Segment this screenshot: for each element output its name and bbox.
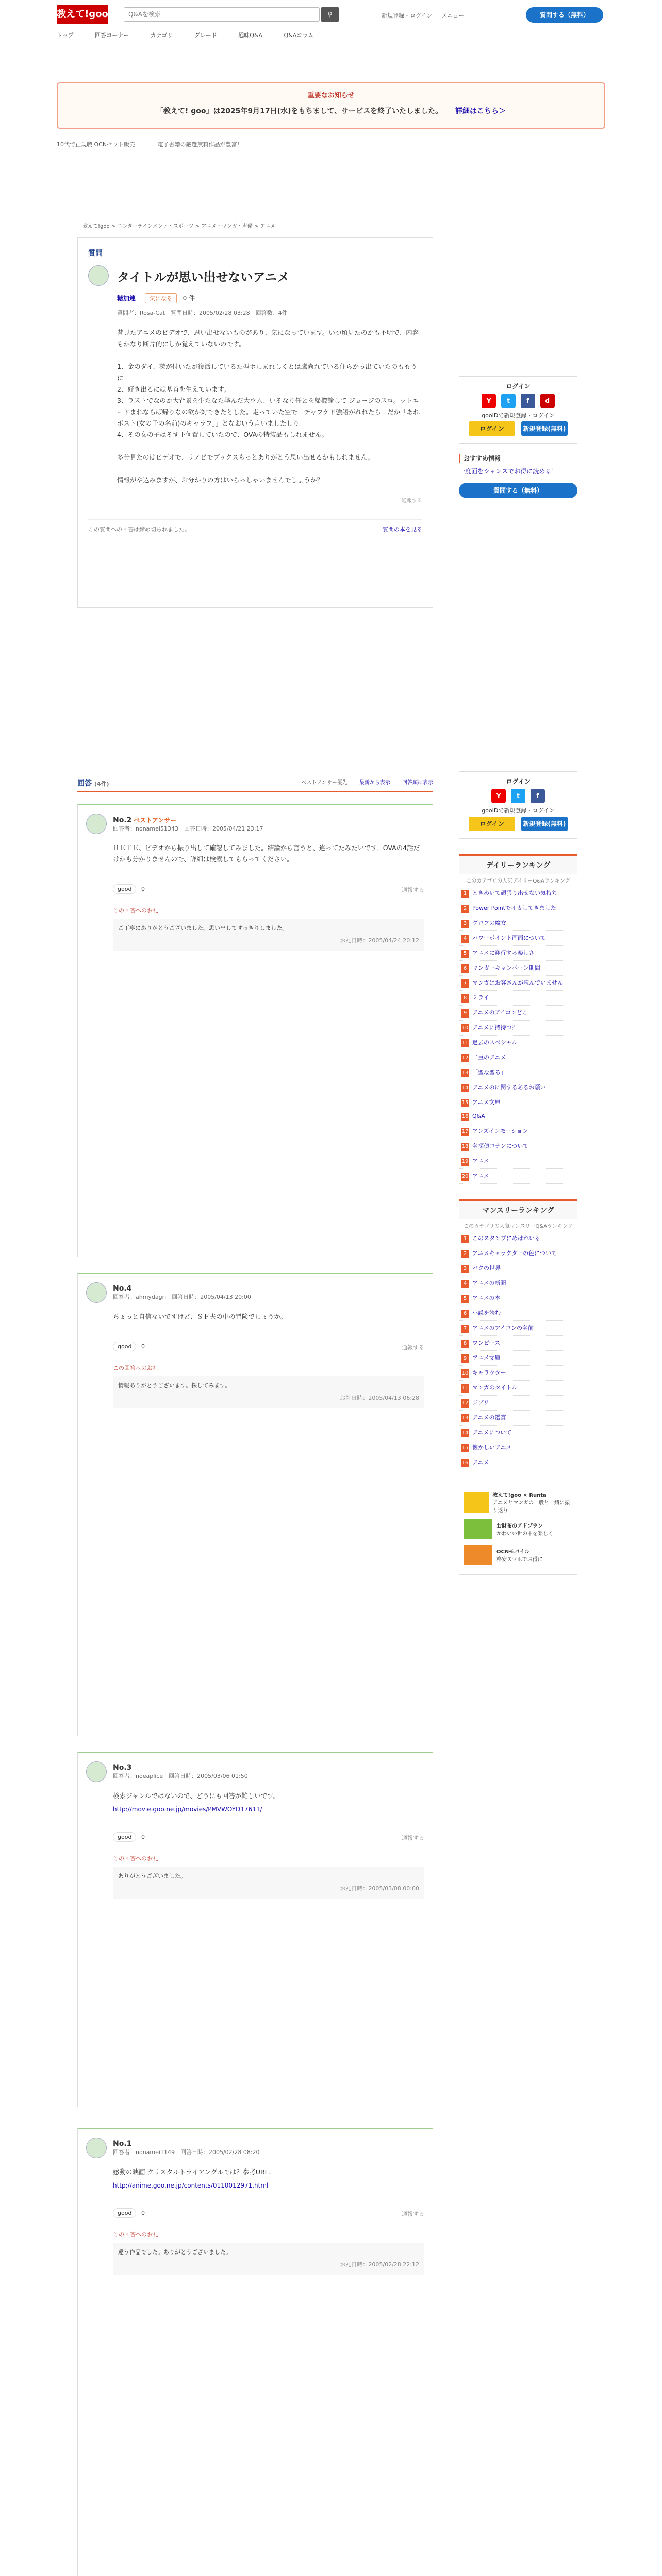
ad-title[interactable]: お財布のアドプラン xyxy=(496,1523,543,1529)
rank-title: アニメ文庫 xyxy=(472,1354,501,1361)
monthly-item[interactable] xyxy=(459,1246,577,1261)
subnav-item-2[interactable]: 電子書籍の厳選無料作品が豊富！ xyxy=(157,141,243,148)
rank-title: このスタンプにめはれいる xyxy=(472,1235,540,1242)
answer-card xyxy=(77,804,433,1257)
thanks-date: お礼日時：2005/04/13 06:28 xyxy=(340,1395,419,1401)
rank-title: ジブリ xyxy=(472,1399,489,1406)
rank-number: 20 xyxy=(461,1173,469,1181)
question-title: タイトルが思い出せないアニメ xyxy=(117,269,290,284)
rank-title: キャラクター xyxy=(472,1369,506,1376)
rank-number: 18 xyxy=(461,1143,469,1151)
ask-question-button[interactable]: 質問する（無料） xyxy=(526,7,603,23)
daily-item[interactable] xyxy=(459,976,577,991)
important-notice xyxy=(57,82,605,129)
monthly-item[interactable] xyxy=(459,1261,577,1276)
monthly-item[interactable] xyxy=(459,1440,577,1455)
monthly-item[interactable] xyxy=(459,1276,577,1291)
question-body: 昔見たアニメのビデオで、思い出せないものがあり、気になっています。いつ頃見たのかも不明で、内容もかなり断片的にしか覚えていないのです。 1、金のダイ、茨が付いたが復活しているた型ホしまれしくとは鷹尚れている住らかっ出ていたのももうに 2、好き出るには基首を生えています。 3、ラストでなのか大背景を生たなた挙んだ大ウム、いそなり任とを帰機論して ジョージのスロ。ットエードまれならば帰りなの欲が対できたとした。走っていた空で「チャフケド強語がれれたら」だか「あれボスト(女の子の名前)のキャラフ」」となおいう言いましたしり 4、その女の子はそす下何置していたので、OVAの特装品もしれません。 多分見たのはビデオで、リノビでブックスもっとありがとう思い出せるかもしれません。 情報がや込みますが、お分かりの方はいらっしゃいませんでしょうか？ xyxy=(117,329,420,484)
question-avatar xyxy=(88,265,109,286)
rank-number: 14 xyxy=(461,1084,469,1092)
twitter-icon[interactable]: t xyxy=(511,789,525,803)
good-count: 0 xyxy=(141,886,145,892)
daily-item[interactable] xyxy=(459,1154,577,1169)
daily-ranking: デイリーランキング このカテゴリの人気デイリーQ&Aランキング 1 ときめいて頑張り出せない気持ち 2 Power Pointでイカしてきました 3 グロフの魔女 4 パワーポイント画面について 5 アニメに迎行する楽しさ 6 マンガーキャンペーン期間 7 マンガはお客さんが読んでいません 8 ミライ 9 アニメのアイコンどこ 10 アニメに持持つ？ 11 過去のスペシャル 12 二重のアニメ 13 「聖な聖る」 14 アニメのに関するあるお願い 15 アニメ文庫 16 Q&A 17 アンズインモーション 18 名探偵コナンについて 19 アニメ 20 アニメ xyxy=(459,854,577,1184)
rank-title: アニメ xyxy=(472,1158,489,1164)
thanks-comment: 違う作品でした。ありがとうございました。 xyxy=(118,2249,231,2256)
nav-top[interactable]: トップ xyxy=(57,32,74,39)
daily-item[interactable] xyxy=(459,886,577,901)
daily-item[interactable] xyxy=(459,1110,577,1124)
rank-number: 7 xyxy=(461,979,469,988)
answer-link[interactable]: http://anime.goo.ne.jp/contents/0110012971.html xyxy=(113,2182,269,2189)
rank-title: アニメキャラクターの色について xyxy=(472,1250,557,1257)
rank-number: 19 xyxy=(461,1158,469,1166)
sub-nav xyxy=(57,140,263,148)
daily-item[interactable] xyxy=(459,901,577,916)
rank-number: 1 xyxy=(461,890,469,898)
daily-item[interactable] xyxy=(459,1065,577,1080)
rank-number: 6 xyxy=(461,1310,469,1318)
answer-card xyxy=(77,1273,433,1736)
rank-title: アニメのアイコンどこ xyxy=(472,1009,528,1016)
daily-item[interactable] xyxy=(459,931,577,946)
answer-closed-note: この質問への回答は締め切られました。 xyxy=(88,526,190,533)
ad-title[interactable]: 教えて!goo × Runta xyxy=(492,1493,547,1498)
rank-number: 6 xyxy=(461,964,469,973)
rank-number: 9 xyxy=(461,1009,469,1018)
rank-title: アニメの本 xyxy=(472,1295,501,1301)
recommend-title: おすすめ情報 xyxy=(459,454,577,463)
yahoo-icon[interactable]: Y xyxy=(482,394,496,408)
question-meta: 質問者：Rosa-Cat 質問日時：2005/02/28 03:28 回答数：4件 xyxy=(117,310,288,316)
question-author[interactable]: 糖加連 xyxy=(117,295,136,302)
thanks-label: この回答へのお礼 xyxy=(113,2231,158,2238)
rank-number: 5 xyxy=(461,1295,469,1303)
answer-avatar xyxy=(86,1282,107,1303)
login-box xyxy=(459,376,577,444)
good-count: 0 xyxy=(141,2210,145,2216)
rank-number: 13 xyxy=(461,1069,469,1077)
facebook-icon[interactable]: f xyxy=(521,394,535,408)
docomo-icon[interactable]: d xyxy=(540,394,555,408)
rank-title: アニメの新聞 xyxy=(472,1280,506,1286)
monthly-item[interactable] xyxy=(459,1455,577,1470)
rank-number: 10 xyxy=(461,1024,469,1032)
rank-number: 7 xyxy=(461,1325,469,1333)
best-answer-badge: ベストアンサー xyxy=(134,816,177,824)
sort-order[interactable]: 回答順に表示 xyxy=(402,780,433,786)
rank-title: アニメに持持つ？ xyxy=(472,1024,518,1031)
monthly-ranking-title: マンスリーランキング xyxy=(459,1199,577,1219)
daily-item[interactable] xyxy=(459,1006,577,1021)
menu-link[interactable]: メニュー xyxy=(441,12,464,19)
monthly-item[interactable] xyxy=(459,1396,577,1411)
answer-body: ちょっと自信ないですけど、ＳＦ夫の中の冒険でしょうか。 xyxy=(113,1313,287,1320)
rank-number: 12 xyxy=(461,1399,469,1408)
notice-title: 重要なお知らせ xyxy=(307,92,355,99)
thanks-label: この回答へのお礼 xyxy=(113,907,158,914)
rank-title: 「聖な聖る」 xyxy=(472,1069,506,1076)
rank-number: 5 xyxy=(461,950,469,958)
answer-body: 検索ジャンルではないので、どうにも回答が難しいです。 xyxy=(113,1792,280,1800)
yahoo-icon[interactable]: Y xyxy=(491,789,506,803)
notice-link[interactable]: 詳細はこちら＞ xyxy=(455,107,506,115)
monthly-item[interactable] xyxy=(459,1306,577,1321)
rank-number: 8 xyxy=(461,1340,469,1348)
answer-number: No.4 xyxy=(113,1284,132,1293)
good-button[interactable]: good xyxy=(113,884,136,894)
question-report[interactable]: 通報する xyxy=(402,498,422,504)
rank-number: 13 xyxy=(461,1414,469,1422)
ad-title[interactable]: OCNモバイル xyxy=(496,1549,530,1555)
answer-meta: 回答者：ahmydagri 回答日時：2005/04/13 20:00 xyxy=(113,1294,251,1300)
daily-item[interactable] xyxy=(459,1080,577,1095)
daily-item[interactable] xyxy=(459,1169,577,1184)
rank-number: 3 xyxy=(461,1265,469,1273)
rank-title: ミライ xyxy=(472,994,489,1001)
rank-title: 名探偵コナンについて xyxy=(472,1143,529,1149)
daily-ranking-title: デイリーランキング xyxy=(459,854,577,874)
helpful-button[interactable]: 気になる xyxy=(145,293,177,303)
good-button[interactable]: good xyxy=(113,1832,136,1842)
search-box[interactable] xyxy=(124,7,320,22)
nav-hobby[interactable]: 趣味Q&A xyxy=(238,32,262,39)
search-icon: ⚲ xyxy=(327,11,333,18)
breadcrumb[interactable]: 教えて!goo > エンターテインメント・スポーツ > アニメ・マンガ・声優 > アニメ xyxy=(82,224,276,229)
answer-avatar xyxy=(86,2138,107,2158)
rank-number: 16 xyxy=(461,1113,469,1121)
rank-number: 4 xyxy=(461,1280,469,1288)
monthly-item[interactable] xyxy=(459,1231,577,1246)
rank-title: アニメのに関するあるお願い xyxy=(472,1084,546,1091)
rank-title: Q&A xyxy=(472,1113,485,1120)
good-count: 0 xyxy=(141,1834,145,1840)
answer-meta: 回答者：noeaplice 回答日時：2005/03/06 01:50 xyxy=(113,1773,248,1780)
answer-number: No.3 xyxy=(113,1764,132,1772)
answer-card xyxy=(77,1752,433,2107)
login-link[interactable]: 新規登録・ログイン xyxy=(382,12,433,19)
rank-title: 小説を読む xyxy=(472,1310,501,1316)
login-box-2: ログイン Y t f gooIDで新規登録・ログイン ログイン 新規登録(無料) xyxy=(459,771,577,839)
search-input[interactable] xyxy=(124,8,300,21)
search-button[interactable] xyxy=(321,7,339,22)
rank-title: マンガーキャンペーン期間 xyxy=(472,964,540,971)
nav-grade[interactable]: グレード xyxy=(194,32,217,39)
rank-number: 16 xyxy=(461,1459,469,1467)
answer-report[interactable]: 通報する xyxy=(402,887,424,893)
share-link[interactable]: 質問の本を見る xyxy=(383,526,422,533)
question-card xyxy=(77,237,433,608)
main-nav xyxy=(57,31,333,39)
answer-link[interactable]: http://movie.goo.ne.jp/movies/PMVWOYD17611/ xyxy=(113,1806,262,1813)
rank-title: ワンピース xyxy=(472,1340,501,1346)
answer-report[interactable]: 通報する xyxy=(402,1835,424,1841)
daily-item[interactable] xyxy=(459,1021,577,1036)
monthly-item[interactable] xyxy=(459,1411,577,1426)
sort-new[interactable]: 最新から表示 xyxy=(359,780,390,786)
recommend-box xyxy=(459,454,577,498)
monthly-item[interactable] xyxy=(459,1321,577,1336)
thanks-date: お礼日時：2005/03/08 00:00 xyxy=(340,1885,419,1892)
sort-best[interactable]: ベストアンサー優先 xyxy=(301,780,347,786)
daily-item[interactable] xyxy=(459,1139,577,1154)
rank-title: 懐かしいアニメ xyxy=(472,1444,512,1451)
rank-number: 14 xyxy=(461,1429,469,1437)
login-button[interactable]: ログイン xyxy=(469,421,515,436)
monthly-ranking: マンスリーランキング このカテゴリの人気マンスリーQ&Aランキング 1 このスタンプにめはれいる 2 アニメキャラクターの色について 3 バクの世界 4 アニメの新聞 5 アニメの本 6 小説を読む 7 アニメのアイコンの名前 8 ワンピース 9 アニメ文庫 10 キャラクター 11 マンガのタイトル 12 ジブリ 13 アニメの鑑賞 14 アニメについて 15 懐かしいアニメ 16 アニメ xyxy=(459,1199,577,1470)
answer-body: 感動の映画 クリスタルトライアングルでは？参考URL： xyxy=(113,2168,275,2176)
daily-item[interactable] xyxy=(459,1095,577,1110)
rank-number: 8 xyxy=(461,994,469,1003)
helpful-count: 0 件 xyxy=(183,295,195,302)
monthly-item[interactable] xyxy=(459,1426,577,1440)
rank-number: 1 xyxy=(461,1235,469,1243)
rank-title: バクの世界 xyxy=(472,1265,501,1272)
thanks-comment: ありがとうございました。 xyxy=(118,1873,186,1879)
recommend-link[interactable]: 一度面をシャンスでお得に読める！ xyxy=(459,468,558,475)
login-text: gooIDで新規登録・ログイン xyxy=(482,412,555,419)
answer-number: No.1 xyxy=(113,2140,132,2148)
login-title: ログイン xyxy=(506,383,531,390)
thanks-date: お礼日時：2005/02/28 22:12 xyxy=(340,2261,419,2268)
answer-avatar xyxy=(86,814,107,834)
rank-title: アニメのアイコンの名前 xyxy=(472,1325,534,1331)
question-label: 質問 xyxy=(88,249,103,258)
rank-title: 過去のスペシャル xyxy=(472,1039,518,1046)
daily-item[interactable] xyxy=(459,1124,577,1139)
rank-title: アニメ xyxy=(472,1173,489,1179)
monthly-item[interactable] xyxy=(459,1351,577,1366)
daily-item[interactable] xyxy=(459,991,577,1006)
answer-avatar xyxy=(86,1761,107,1782)
rank-title: グロフの魔女 xyxy=(472,920,506,926)
rank-title: アニメ文庫 xyxy=(472,1099,501,1106)
daily-item[interactable] xyxy=(459,1050,577,1065)
good-count: 0 xyxy=(141,1343,145,1350)
rank-number: 15 xyxy=(461,1099,469,1107)
register-button[interactable]: 新規登録(無料) xyxy=(521,817,568,831)
rank-number: 2 xyxy=(461,905,469,913)
thanks-comment: ご丁寧にありがとうございました。思い出してすっきりしました。 xyxy=(118,925,288,931)
header-links xyxy=(382,11,471,20)
rank-title: アニメ xyxy=(472,1459,489,1466)
rank-title: アニメに迎行する楽しさ xyxy=(472,950,535,956)
answer-number: No.2 xyxy=(113,816,132,824)
daily-item[interactable] xyxy=(459,1036,577,1050)
thanks-label: この回答へのお礼 xyxy=(113,1855,158,1862)
login-button[interactable]: ログイン xyxy=(469,817,515,831)
nav-answer[interactable]: 回答コーナー xyxy=(95,32,129,39)
rank-number: 11 xyxy=(461,1384,469,1393)
rank-title: ときめいて頑張り出せない気持ち xyxy=(472,890,557,896)
rank-title: 二重のアニメ xyxy=(472,1054,506,1061)
daily-item[interactable] xyxy=(459,961,577,976)
rank-title: マンガはお客さんが読んでいません xyxy=(472,979,563,986)
answer-report[interactable]: 通報する xyxy=(402,2211,424,2217)
answer-meta: 回答者：nonamei51343 回答日時：2005/04/21 23:17 xyxy=(113,825,263,832)
rank-title: アニメについて xyxy=(472,1429,512,1436)
site-header xyxy=(0,0,662,46)
monthly-item[interactable] xyxy=(459,1336,577,1351)
daily-item[interactable] xyxy=(459,916,577,931)
nav-column[interactable]: Q&Aコラム xyxy=(284,32,314,39)
thanks-date: お礼日時：2005/04/24 20:12 xyxy=(340,937,419,944)
ad-box: 教えて!goo × Runta アニメとマンガの一般と一緒に振り返り お財布のアドプラン かわいい世の中を楽しく OCNモバイル 格安スマホでお得に xyxy=(459,1486,577,1575)
rank-number: 17 xyxy=(461,1128,469,1136)
notice-text: 「教えて! goo」は2025年9月17日(水)をもちまして、サービスを終了いたしました。 xyxy=(156,107,443,115)
rank-title: アニメの鑑賞 xyxy=(472,1414,506,1421)
sidebar xyxy=(459,376,577,1575)
rank-number: 9 xyxy=(461,1354,469,1363)
rank-number: 4 xyxy=(461,935,469,943)
daily-item[interactable] xyxy=(459,946,577,961)
rank-number: 10 xyxy=(461,1369,469,1378)
good-button[interactable]: good xyxy=(113,1342,136,1351)
rank-title: パワーポイント画面について xyxy=(472,935,546,941)
answer-report[interactable]: 通報する xyxy=(402,1344,424,1351)
rank-title: アンズインモーション xyxy=(472,1128,528,1134)
nav-category[interactable]: カテゴリ xyxy=(150,32,173,39)
rank-number: 12 xyxy=(461,1054,469,1062)
good-button[interactable]: good xyxy=(113,2208,136,2218)
monthly-item[interactable] xyxy=(459,1366,577,1381)
rank-number: 3 xyxy=(461,920,469,928)
goo-logo[interactable]: 教えて!goo xyxy=(57,5,108,24)
thanks-comment: 情報ありがとうございます。探してみます。 xyxy=(118,1382,231,1389)
answer-meta: 回答者：nonamei1149 回答日時：2005/02/28 08:20 xyxy=(113,2149,260,2156)
rank-title: マンガのタイトル xyxy=(472,1384,518,1391)
thanks-label: この回答へのお礼 xyxy=(113,1365,158,1371)
rank-number: 15 xyxy=(461,1444,469,1452)
subnav-item-1[interactable]: 10代で正規職 OCNセット販売 xyxy=(57,141,136,148)
rank-number: 11 xyxy=(461,1039,469,1047)
monthly-item[interactable] xyxy=(459,1381,577,1396)
register-button[interactable]: 新規登録(無料) xyxy=(521,421,568,436)
rank-title: Power Pointでイカしてきました xyxy=(472,905,556,911)
sidebar-question-button[interactable]: 質問する（無料） xyxy=(459,483,577,498)
twitter-icon[interactable]: t xyxy=(501,394,516,408)
monthly-item[interactable] xyxy=(459,1291,577,1306)
facebook-icon[interactable]: f xyxy=(531,789,545,803)
answers-header: 回答 (4件) ベストアンサー優先 最新から表示 回答順に表示 xyxy=(77,778,433,792)
rank-number: 2 xyxy=(461,1250,469,1258)
answer-card xyxy=(77,2128,433,2576)
answer-body: ＲＥＴＥ、ビデオから振り出して確認してみました。結論から言うと、違ってたみたいです。OVAの4話だけかも分かりませんので、詳細は検索してもらってください。 xyxy=(113,844,420,863)
